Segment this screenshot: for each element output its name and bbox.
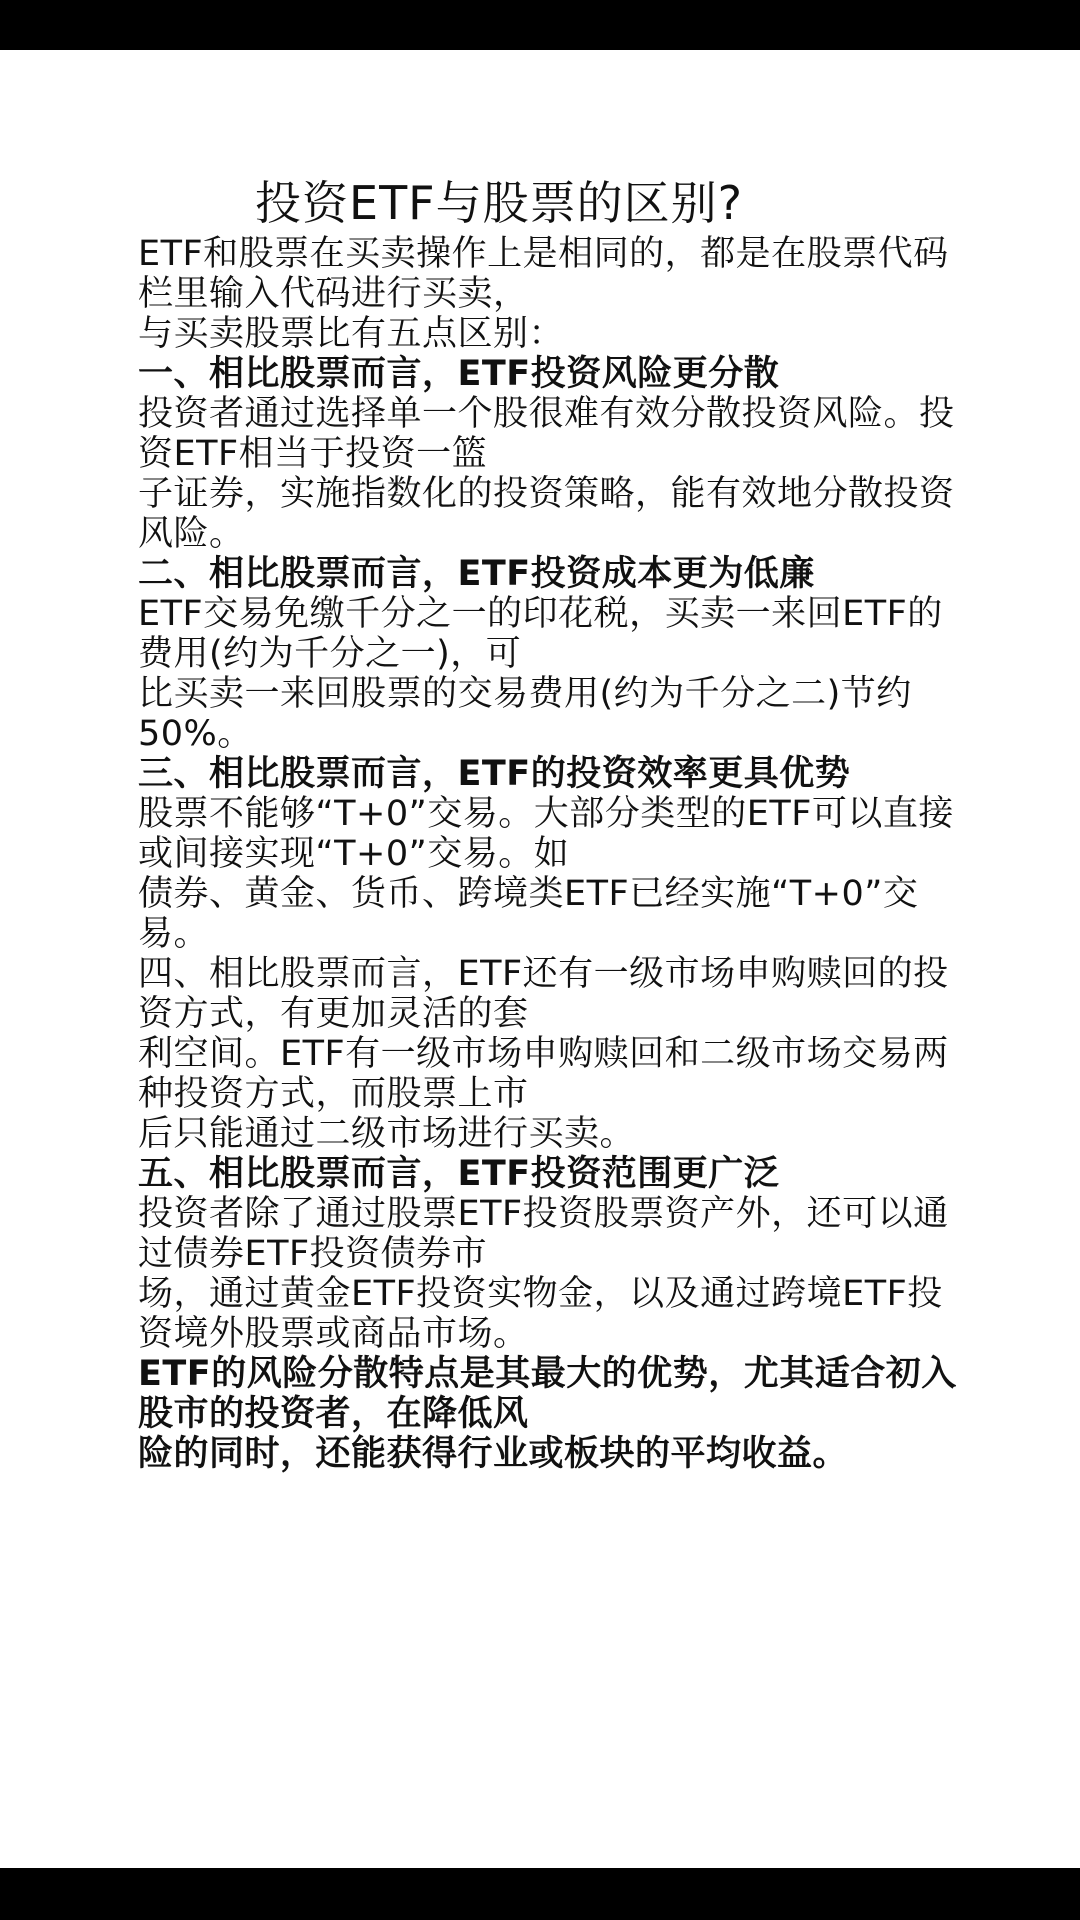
body-text-line: 利空间。ETF有一级市场申购赎回和二级市场交易两	[138, 1034, 949, 1074]
body-text-line: 场，通过黄金ETF投资实物金，以及通过跨境ETF投	[138, 1274, 943, 1314]
body-text-line: 债券、黄金、货币、跨境类ETF已经实施“T+0”交	[138, 874, 919, 914]
body-text-line: 投资者除了通过股票ETF投资股票资产外，还可以通	[138, 1194, 949, 1234]
document-body	[138, 234, 968, 1474]
body-text-line: 与买卖股票比有五点区别：	[138, 314, 565, 354]
body-text-line: 资境外股票或商品市场。	[138, 1314, 529, 1354]
body-text-line: 过债券ETF投资债券市	[138, 1234, 488, 1274]
document-page	[0, 50, 1080, 1868]
body-text-line: 或间接实现“T+0”交易。如	[138, 834, 570, 874]
section-heading-line: 一、相比股票而言，ETF投资风险更分散	[138, 354, 780, 394]
body-text-line: 四、相比股票而言，ETF还有一级市场申购赎回的投	[138, 954, 949, 994]
body-text-line: 栏里输入代码进行买卖，	[138, 274, 529, 314]
body-text-line: 子证券，实施指数化的投资策略，能有效地分散投资	[138, 474, 955, 514]
body-text-line: 50%。	[138, 714, 253, 754]
section-heading-line: 五、相比股票而言，ETF投资范围更广泛	[138, 1154, 780, 1194]
section-heading-line: 二、相比股票而言，ETF投资成本更为低廉	[138, 554, 815, 594]
body-text-line: 投资者通过选择单一个股很难有效分散投资风险。投	[138, 394, 955, 434]
body-text-line: 股票不能够“T+0”交易。大部分类型的ETF可以直接	[138, 794, 954, 834]
bottom-black-bar	[0, 1868, 1080, 1920]
top-black-bar	[0, 0, 1080, 50]
body-text-line: 后只能通过二级市场进行买卖。	[138, 1114, 636, 1154]
section-heading-line: ETF的风险分散特点是其最大的优势，尤其适合初入	[138, 1354, 957, 1394]
body-text-line: 资ETF相当于投资一篮	[138, 434, 488, 474]
body-text-line: 比买卖一来回股票的交易费用(约为千分之二)节约	[138, 674, 912, 714]
body-text-line: ETF交易免缴千分之一的印花税，买卖一来回ETF的	[138, 594, 943, 634]
section-heading-line: 险的同时，还能获得行业或板块的平均收益。	[138, 1434, 849, 1474]
page-title: 投资ETF与股票的区别?	[255, 176, 744, 230]
section-heading-line: 三、相比股票而言，ETF的投资效率更具优势	[138, 754, 851, 794]
body-text-line: ETF和股票在买卖操作上是相同的，都是在股票代码	[138, 234, 949, 274]
body-text-line: 风险。	[138, 514, 245, 554]
section-heading-line: 股市的投资者，在降低风	[138, 1394, 529, 1434]
body-text-line: 资方式，有更加灵活的套	[138, 994, 529, 1034]
body-text-line: 易。	[138, 914, 210, 954]
body-text-line: 种投资方式，而股票上市	[138, 1074, 529, 1114]
body-text-line: 费用(约为千分之一)，可	[138, 634, 522, 674]
